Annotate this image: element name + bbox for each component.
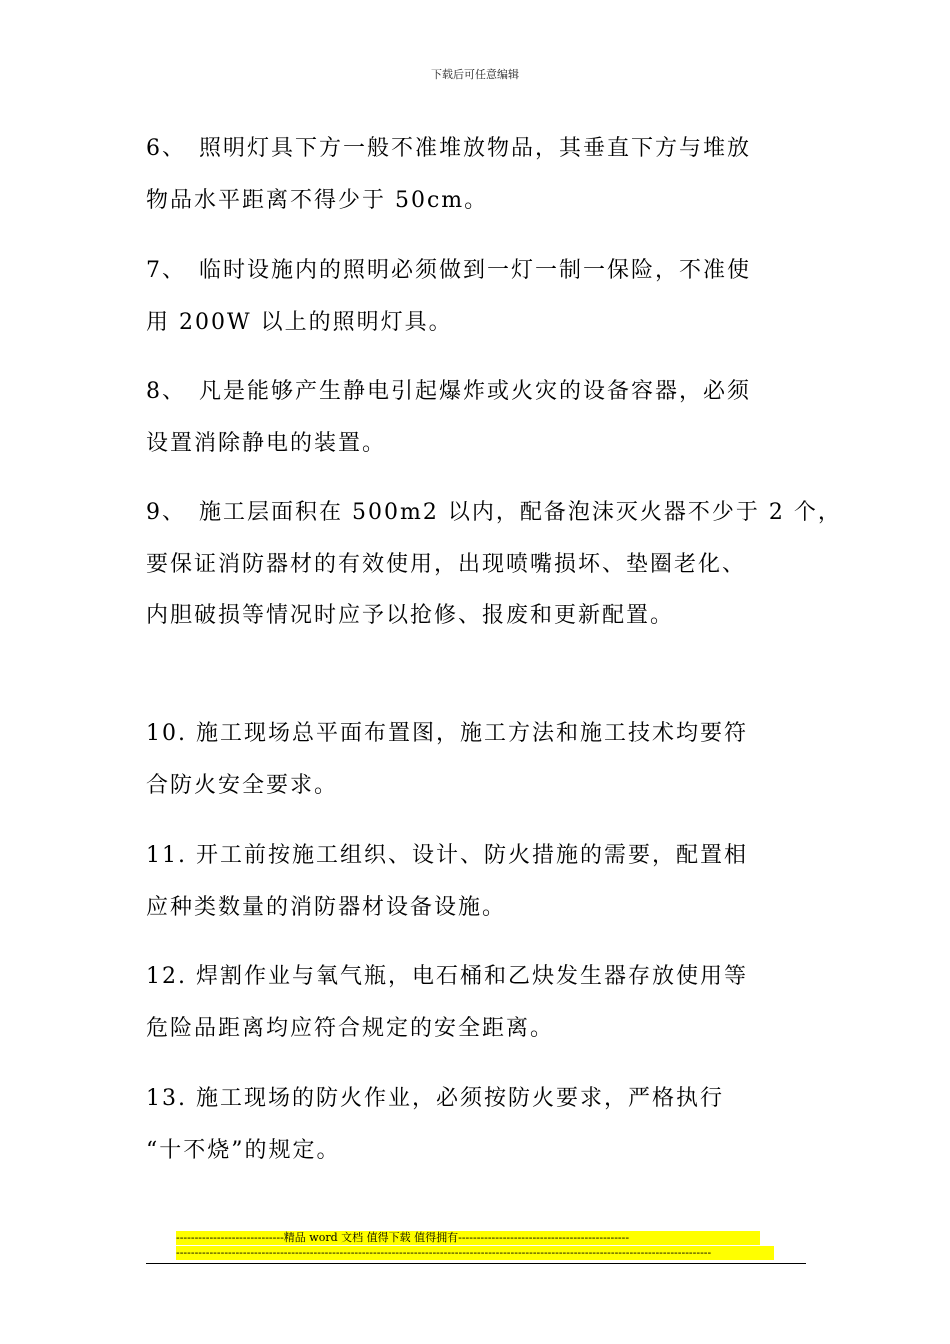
text-line: 7、 临时设施内的照明必须做到一灯一制一保险，不准使 bbox=[146, 258, 751, 283]
text-line: 11. 开工前按施工组织、设计、防火措施的需要，配置相 bbox=[146, 843, 748, 868]
text-line: 物品水平距离不得少于 50cm。 bbox=[146, 188, 489, 213]
text-line: 用 200W 以上的照明灯具。 bbox=[146, 310, 453, 335]
text-line: 设置消除静电的装置。 bbox=[146, 431, 387, 456]
text-line: 内胆破损等情况时应予以抢修、报废和更新配置。 bbox=[146, 603, 675, 628]
text-line: 要保证消防器材的有效使用，出现喷嘴损坏、垫圈老化、 bbox=[146, 552, 747, 577]
footer-divider bbox=[146, 1263, 806, 1264]
text-line: 危险品距离均应符合规定的安全距离。 bbox=[146, 1016, 555, 1041]
page-header: 下载后可任意编辑 bbox=[431, 68, 519, 81]
text-line: 应种类数量的消防器材设备设施。 bbox=[146, 895, 507, 920]
text-line: 合防火安全要求。 bbox=[146, 773, 339, 798]
footer-dash-line: ------------------------------------------------------------------------------------------------------------------------------------------------ bbox=[176, 1246, 774, 1260]
footer-banner: -----------------------------精品 word 文档 值得下载 值得拥有---------------------------------------------- bbox=[176, 1231, 760, 1245]
text-line: 6、 照明灯具下方一般不准堆放物品，其垂直下方与堆放 bbox=[146, 136, 751, 161]
text-line: 8、 凡是能够产生静电引起爆炸或火灾的设备容器，必须 bbox=[146, 379, 751, 404]
text-line: 13. 施工现场的防火作业，必须按防火要求，严格执行 bbox=[146, 1086, 724, 1111]
text-line: 9、 施工层面积在 500m2 以内，配备泡沫灭火器不少于 2 个， bbox=[146, 500, 842, 525]
text-line: “十不烧”的规定。 bbox=[146, 1138, 341, 1163]
text-line: 12. 焊割作业与氧气瓶，电石桶和乙炔发生器存放使用等 bbox=[146, 964, 748, 989]
text-line: 10. 施工现场总平面布置图，施工方法和施工技术均要符 bbox=[146, 721, 748, 746]
